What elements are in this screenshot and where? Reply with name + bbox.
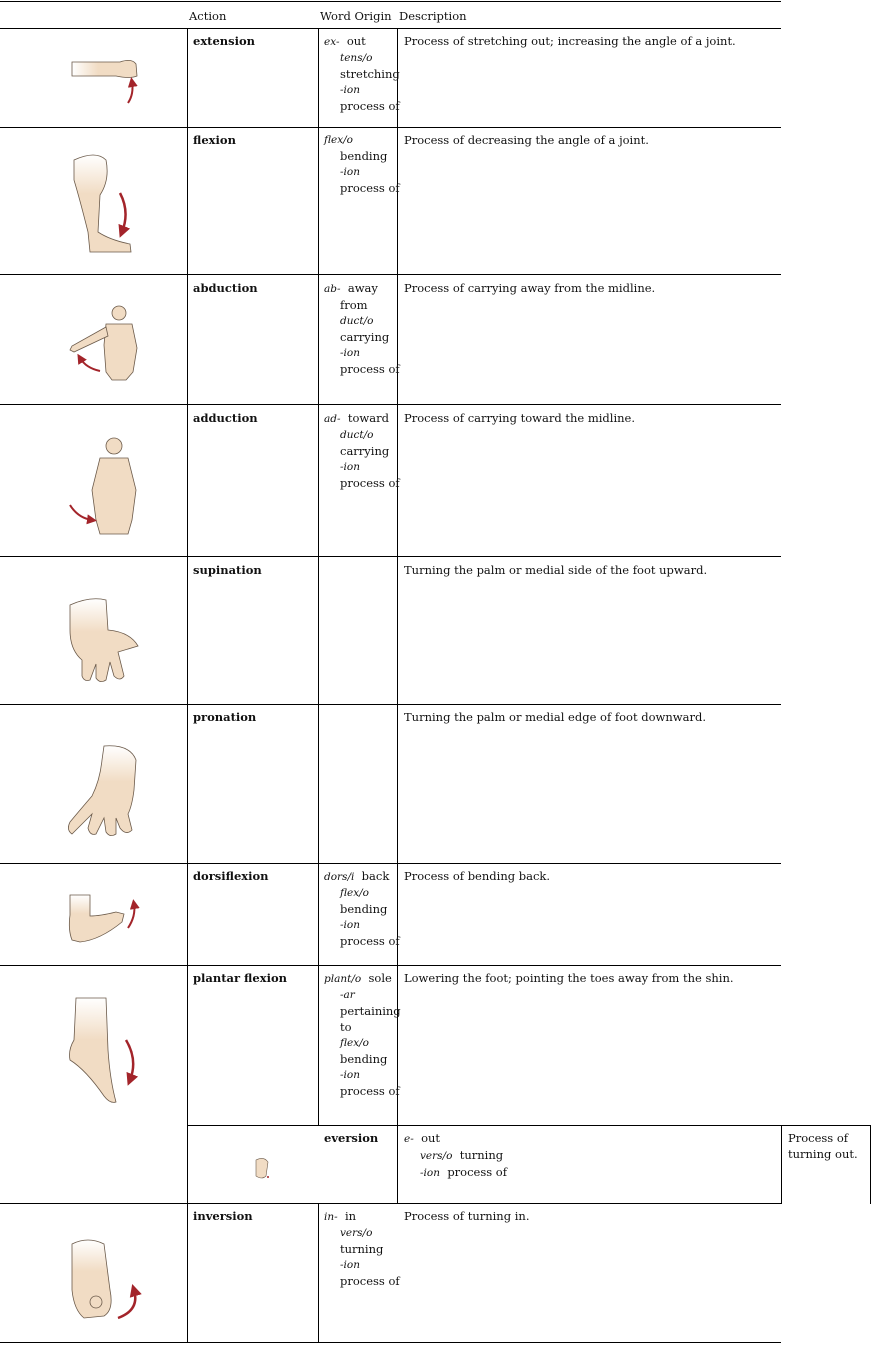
flexion-illustration [74, 155, 131, 252]
term-adduction: adduction [193, 411, 258, 425]
dorsiflexion-illustration [69, 895, 134, 942]
description-abduction: Process of carrying away from the midline. [404, 281, 656, 295]
description-dorsiflexion: Process of bending back. [404, 869, 551, 883]
description-pronation: Turning the palm or medial edge of foot downward. [404, 710, 706, 724]
origin-plantar-flexion: plant/o sole -ar pertaining to flex/o bending -ion process of [324, 971, 401, 1098]
description-adduction: Process of carrying toward the midline. [404, 411, 636, 425]
plantar-flexion-illustration [70, 998, 134, 1102]
description-extension: Process of stretching out; increasing the angle of a joint. [404, 34, 736, 48]
term-inversion: inversion [193, 1209, 253, 1223]
supination-illustration [70, 599, 138, 682]
term-abduction: abduction [193, 281, 258, 295]
adduction-illustration [70, 438, 136, 534]
description-supination: Turning the palm or medial side of the foot upward. [404, 563, 708, 577]
description-inversion: Process of turning in. [404, 1209, 530, 1223]
eversion-illustration [256, 1158, 269, 1178]
description-eversion: Process of turning out. [788, 1131, 858, 1161]
pronation-illustration [68, 746, 136, 836]
origin-adduction: ad- toward duct/o carrying -ion process of [324, 411, 400, 490]
origin-eversion: e- out vers/o turning -ion process of [404, 1131, 507, 1179]
term-extension: extension [193, 34, 256, 48]
term-dorsiflexion: dorsiflexion [193, 869, 269, 883]
header-action: Action [189, 9, 227, 23]
term-pronation: pronation [193, 710, 257, 724]
origin-flexion: flex/o bending -ion process of [324, 134, 400, 195]
origin-dorsiflexion: dors/i back flex/o bending -ion process of [324, 869, 400, 948]
origin-extension: ex- out tens/o stretching -ion process of [324, 34, 400, 113]
header-description: Description [399, 9, 467, 23]
header-word-origin: Word Origin [320, 9, 392, 23]
abduction-illustration [70, 306, 137, 380]
description-flexion: Process of decreasing the angle of a joint. [404, 133, 649, 147]
origin-abduction: ab- away from duct/o carrying -ion process of [324, 281, 400, 376]
extension-illustration [72, 60, 137, 103]
term-plantar-flexion: plantar flexion [193, 971, 287, 985]
term-supination: supination [193, 563, 262, 577]
term-eversion: eversion [324, 1131, 379, 1145]
term-flexion: flexion [193, 133, 236, 147]
description-plantar-flexion: Lowering the foot; pointing the toes away from the shin. [404, 971, 734, 985]
origin-inversion: in- in vers/o turning -ion process of [324, 1209, 400, 1288]
inversion-illustration [72, 1240, 135, 1318]
